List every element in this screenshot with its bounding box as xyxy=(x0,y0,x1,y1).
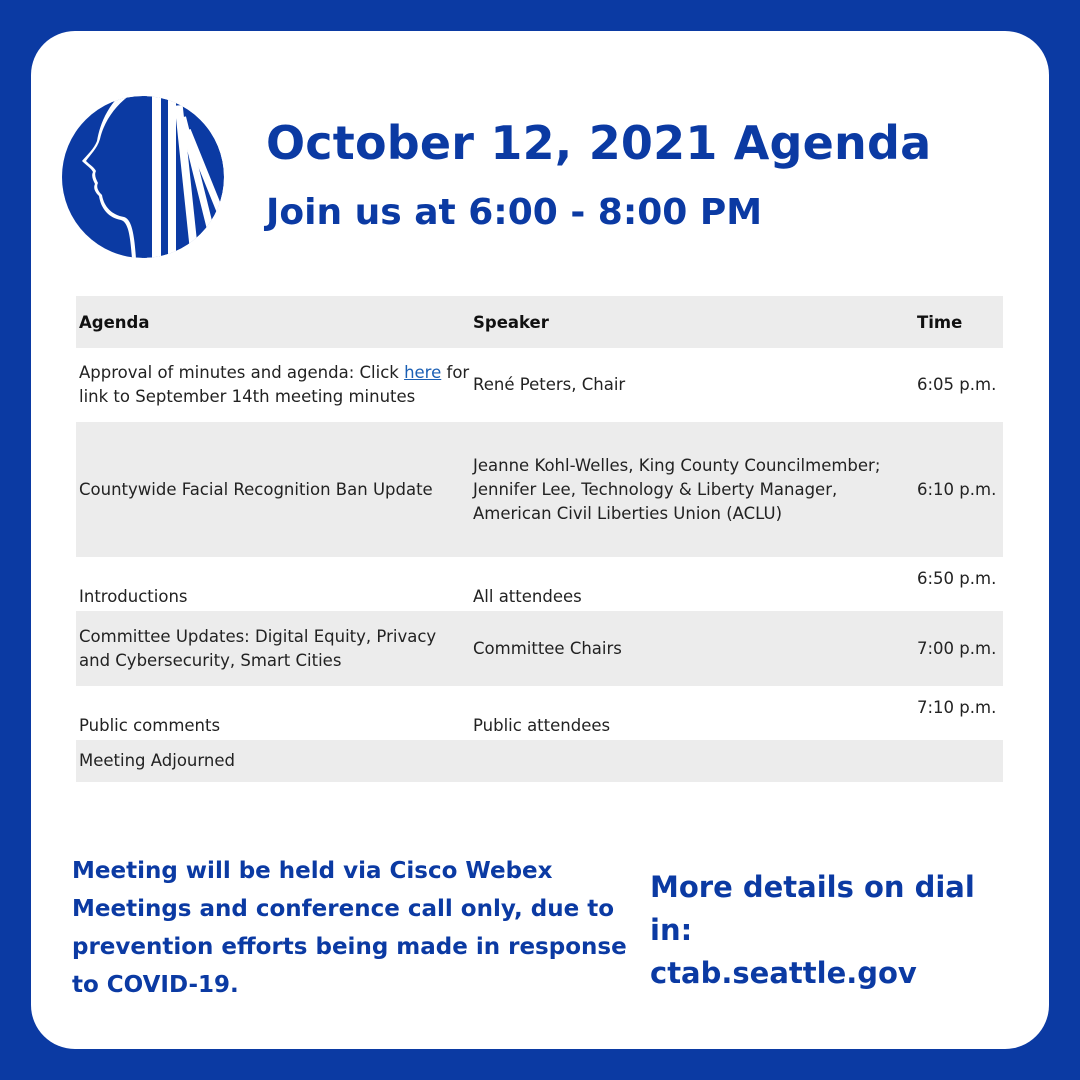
agenda-cell: Introductions xyxy=(79,587,188,606)
website-text: ctab.seattle.gov xyxy=(650,956,917,990)
speaker-cell xyxy=(470,422,914,557)
agenda-cell: Public comments xyxy=(79,716,221,735)
speaker-line: Jeanne Kohl-Welles, King County Councilmember; xyxy=(473,455,881,475)
table-row xyxy=(76,557,1003,611)
column-header-agenda: Agenda xyxy=(76,296,470,348)
table-row xyxy=(76,348,1003,422)
table-header-row xyxy=(76,296,1003,348)
time-cell: 7:10 p.m. xyxy=(917,698,997,717)
table-row xyxy=(76,740,1003,782)
details-label: More details on dial in: xyxy=(650,870,975,947)
time-cell: 7:00 p.m. xyxy=(914,611,1003,686)
agenda-cell: Approval of minutes and agenda: Click here for link to September 14th meeting minutes xyxy=(79,363,470,406)
time-cell: 6:05 p.m. xyxy=(917,375,997,394)
seattle-logo-icon xyxy=(60,95,226,259)
meeting-note: Meeting will be held via Cisco Webex Meetings and conference call only, due to prevention efforts being made in response to COVID-19. xyxy=(72,858,627,998)
time-cell: 6:50 p.m. xyxy=(917,569,997,588)
speaker-cell: Committee Chairs xyxy=(470,611,914,686)
speaker-cell xyxy=(470,740,914,782)
agenda-cell: Committee Updates: Digital Equity, Privacy and Cybersecurity, Smart Cities xyxy=(76,611,470,686)
time-cell xyxy=(914,740,1003,782)
table-row xyxy=(76,422,1003,557)
speaker-cell: René Peters, Chair xyxy=(473,375,626,394)
speaker-line: Jennifer Lee, Technology & Liberty Manager, xyxy=(473,479,838,499)
speaker-line: American Civil Liberties Union (ACLU) xyxy=(473,503,783,523)
column-header-time: Time xyxy=(914,296,1003,348)
minutes-link[interactable]: here xyxy=(404,363,442,382)
column-header-speaker: Speaker xyxy=(470,296,914,348)
page-title: October 12, 2021 Agenda xyxy=(266,116,932,170)
page-subtitle: Join us at 6:00 - 8:00 PM xyxy=(266,192,763,233)
table-row xyxy=(76,611,1003,686)
agenda-cell: Countywide Facial Recognition Ban Update xyxy=(76,422,470,557)
dial-in-details xyxy=(650,866,1010,995)
speaker-cell: All attendees xyxy=(473,587,582,606)
table-row xyxy=(76,686,1003,740)
agenda-table xyxy=(76,296,1003,782)
speaker-cell: Public attendees xyxy=(473,716,611,735)
agenda-cell: Meeting Adjourned xyxy=(76,740,470,782)
time-cell: 6:10 p.m. xyxy=(914,422,1003,557)
